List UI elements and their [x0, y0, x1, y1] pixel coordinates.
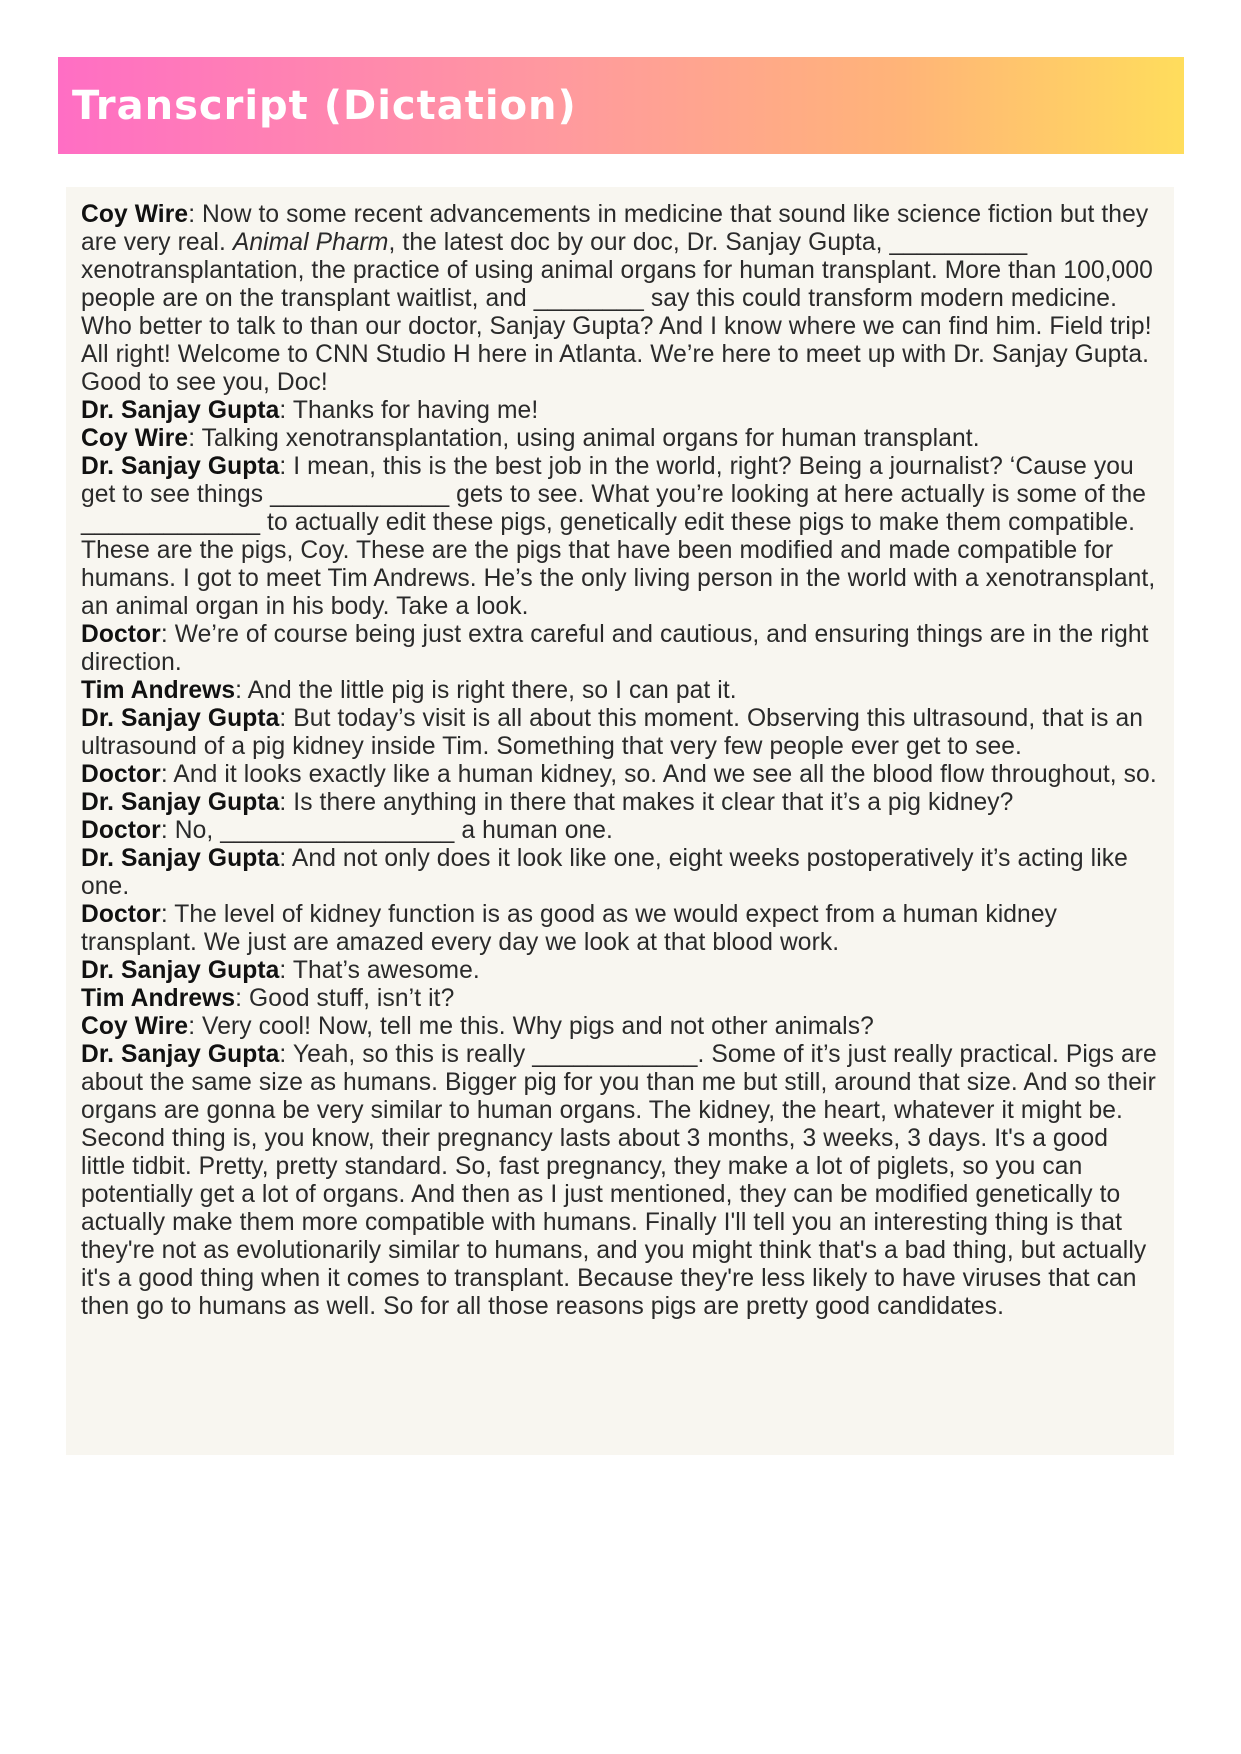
- speaker-name: Dr. Sanjay Gupta: [81, 397, 280, 424]
- entry-text: : Is there anything in there that makes it clear that it’s a pig kidney?: [279, 789, 1014, 816]
- transcript-entry: [81, 1013, 1159, 1041]
- speaker-name: Dr. Sanjay Gupta: [81, 957, 280, 984]
- speaker-name: Dr. Sanjay Gupta: [81, 845, 280, 872]
- transcript-entry: [81, 901, 1159, 957]
- entry-text: : Thanks for having me!: [279, 397, 539, 424]
- entry-text: : We’re of course being just extra careful and cautious, and ensuring things are in the right direction.: [81, 621, 1149, 676]
- transcript-entry: [81, 621, 1159, 677]
- entry-text: : No, _________________ a human one.: [160, 817, 613, 844]
- speaker-name: Coy Wire: [81, 201, 189, 228]
- transcript-entry: [81, 677, 1159, 705]
- header-banner: [58, 57, 1184, 154]
- transcript-entry: [81, 789, 1159, 817]
- transcript-entry: [81, 453, 1159, 621]
- transcript-entry: [81, 705, 1159, 761]
- transcript-entry: [81, 817, 1159, 845]
- page-title: Transcript (Dictation): [72, 82, 577, 129]
- entry-text: : Good stuff, isn’t it?: [235, 985, 455, 1012]
- transcript-entry: [81, 985, 1159, 1013]
- transcript-entry: [81, 845, 1159, 901]
- speaker-name: Dr. Sanjay Gupta: [81, 453, 280, 480]
- entry-text: : And it looks exactly like a human kidney, so. And we see all the blood flow throughout, so.: [160, 761, 1157, 788]
- entry-text: : I mean, this is the best job in the world, right? Being a journalist? ‘Cause you get to see things _____________ gets to see. What you’re looking at here actually is some of the _____________ to actually edit these pigs, genetically edit these pigs to make them compatible. These are the pigs, Coy. These are the pigs that have been modified and made compatible for humans. I got to meet Tim Andrews. He’s the only living person in the world with a xenotransplant, an animal organ in his body. Take a look.: [81, 453, 1156, 620]
- transcript: [81, 201, 1159, 1321]
- entry-text: : But today’s visit is all about this moment. Observing this ultrasound, that is an ultrasound of a pig kidney inside Tim. Something that very few people ever get to see.: [81, 705, 1144, 760]
- entry-text: : Yeah, so this is really ____________. Some of it’s just really practical. Pigs are about the same size as humans. Bigger pig for you than me but still, around that size. And so their organs are gonna be very similar to human organs. The kidney, the heart, whatever it might be. Second thing is, you know, their pregnancy lasts about 3 months, 3 weeks, 3 days. It's a good little tidbit. Pretty, pretty standard. So, fast pregnancy, they make a lot of piglets, so you can potentially get a lot of organs. And then as I just mentioned, they can be modified genetically to actually make them more compatible with humans. Finally I'll tell you an interesting thing is that they're not as evolutionarily similar to humans, and you might think that's a bad thing, but actually it's a good thing when it comes to transplant. Because they're less likely to have viruses that can then go to humans as well. So for all those reasons pigs are pretty good candidates.: [81, 1041, 1157, 1320]
- speaker-name: Coy Wire: [81, 425, 189, 452]
- speaker-name: Dr. Sanjay Gupta: [81, 1041, 280, 1068]
- entry-text: : Talking xenotransplantation, using animal organs for human transplant.: [188, 425, 980, 452]
- entry-text: : The level of kidney function is as good as we would expect from a human kidney transplant. We just are amazed every day we look at that blood work.: [81, 901, 1058, 956]
- speaker-name: Dr. Sanjay Gupta: [81, 705, 280, 732]
- entry-text: : That’s awesome.: [279, 957, 480, 984]
- transcript-entry: [81, 1041, 1159, 1321]
- transcript-box: [66, 187, 1174, 1455]
- speaker-name: Tim Andrews: [81, 677, 236, 704]
- entry-text: , the latest doc by our doc, Dr. Sanjay Gupta, __________ xenotransplantation, the practice of using animal organs for human transplant. More than 100,000 people are on the transplant waitlist, and ________ say this could transform modern medicine. Who better to talk to than our doctor, Sanjay Gupta? And I know where we can find him. Field trip! All right! Welcome to CNN Studio H here in Atlanta. We’re here to meet up with Dr. Sanjay Gupta. Good to see you, Doc!: [81, 229, 1153, 396]
- transcript-entry: [81, 397, 1159, 425]
- entry-text: : And not only does it look like one, eight weeks postoperatively it’s acting like one.: [81, 845, 1128, 900]
- transcript-entry: [81, 425, 1159, 453]
- speaker-name: Dr. Sanjay Gupta: [81, 789, 280, 816]
- transcript-entry: [81, 957, 1159, 985]
- speaker-name: Doctor: [81, 901, 161, 928]
- entry-text: : And the little pig is right there, so I can pat it.: [235, 677, 737, 704]
- speaker-name: Tim Andrews: [81, 985, 236, 1012]
- transcript-entry: [81, 761, 1159, 789]
- speaker-name: Doctor: [81, 761, 161, 788]
- speaker-name: Doctor: [81, 621, 161, 648]
- speaker-name: Doctor: [81, 817, 161, 844]
- entry-text: : Now to some recent advancements in medicine that sound like science fiction but they are very real.: [81, 201, 1149, 256]
- entry-emphasis: Animal Pharm: [232, 229, 389, 256]
- transcript-entry: [81, 201, 1159, 397]
- entry-text: : Very cool! Now, tell me this. Why pigs and not other animals?: [188, 1013, 874, 1040]
- speaker-name: Coy Wire: [81, 1013, 189, 1040]
